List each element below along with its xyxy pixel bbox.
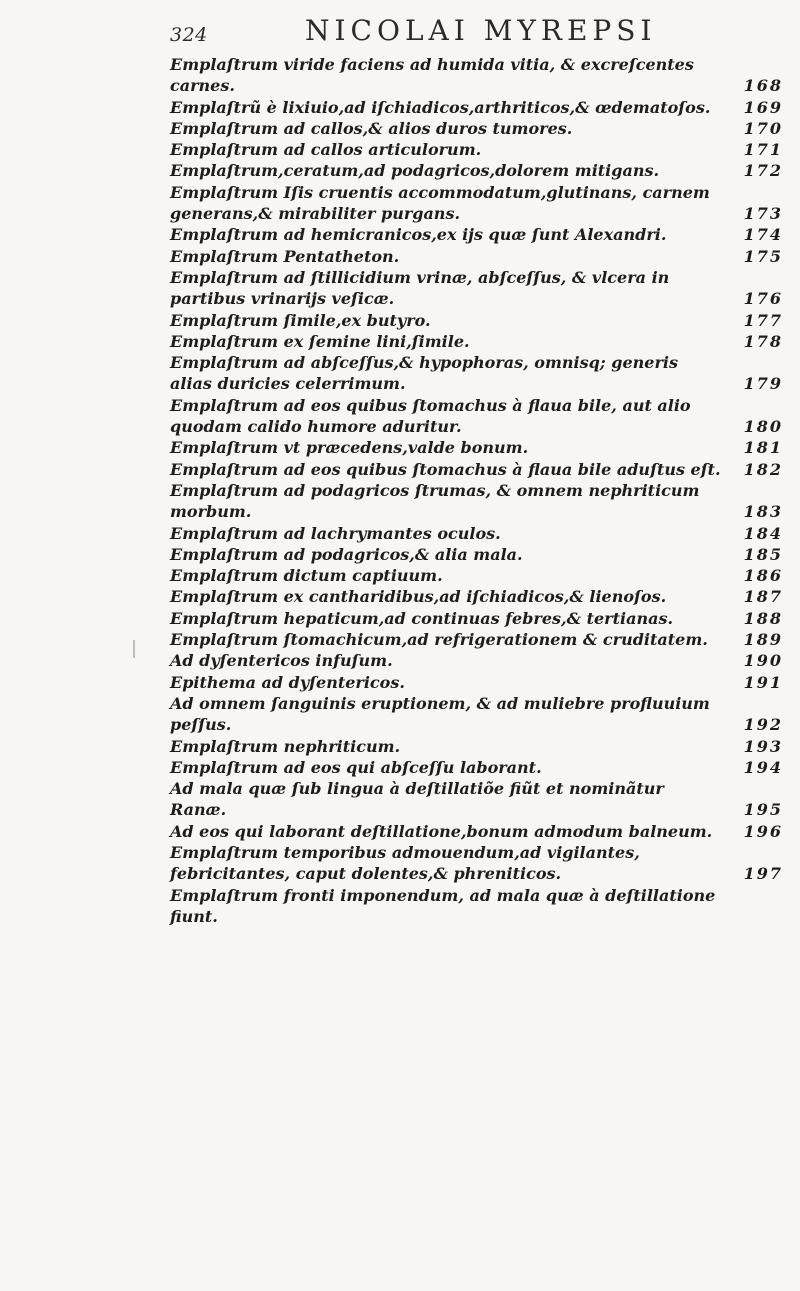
index-entry <box>170 267 795 310</box>
index-entry <box>170 395 795 438</box>
entry-text: Emplaſtrum ad eos qui abſceſſu laborant. <box>170 757 542 777</box>
entry-number: 179 <box>743 374 783 394</box>
entry-text: Emplaſtrum ad ſtillicidium vrinæ, abſceſſus, & vlcera in partibus vrinarijs veſicæ. <box>170 267 670 309</box>
index-entry <box>170 544 795 565</box>
index-list <box>170 54 795 927</box>
entry-number: 187 <box>743 587 783 607</box>
entry-number: 181 <box>743 438 783 458</box>
entry-number: 177 <box>743 310 783 330</box>
index-entry <box>170 885 795 928</box>
entry-text: Emplaſtrum ad eos quibus ſtomachus à flaua bile aduſtus eſt. <box>170 459 721 479</box>
index-entry <box>170 97 795 118</box>
index-entry <box>170 586 795 607</box>
index-entry <box>170 778 795 821</box>
index-entry <box>170 842 795 885</box>
index-entry <box>170 650 795 671</box>
index-entry <box>170 310 795 331</box>
entry-text: Emplaſtrum temporibus admouendum,ad vigilantes, febricitantes, caput dolentes,& phreniticos. <box>170 842 640 884</box>
entry-number: 183 <box>743 502 783 522</box>
entry-number: 195 <box>743 800 783 820</box>
entry-text: Emplaſtrum ad callos articulorum. <box>170 140 482 160</box>
index-entry <box>170 182 795 225</box>
margin-mark <box>133 640 135 658</box>
entry-number: 190 <box>743 651 783 671</box>
entry-number: 172 <box>743 161 783 181</box>
index-entry <box>170 118 795 139</box>
entry-number: 191 <box>743 672 783 692</box>
entry-number: 178 <box>743 331 783 351</box>
entry-number: 169 <box>743 97 783 117</box>
entry-number: 192 <box>743 715 783 735</box>
entry-number: 180 <box>743 417 783 437</box>
entry-text: Emplaſtrum ſimile,ex butyro. <box>170 310 431 330</box>
index-entry <box>170 459 795 480</box>
entry-number: 174 <box>743 225 783 245</box>
entry-text: Emplaſtrum ad podagricos,& alia mala. <box>170 544 523 564</box>
entry-text: Emplaſtrum fronti imponendum, ad mala quæ à deſtillatione fiunt. <box>170 885 716 926</box>
index-entry <box>170 160 795 181</box>
index-entry <box>170 629 795 650</box>
entry-number: 184 <box>743 523 783 543</box>
index-entry <box>170 757 795 778</box>
index-entry <box>170 672 795 693</box>
index-entry <box>170 693 795 736</box>
index-entry <box>170 565 795 586</box>
entry-text: Emplaſtrum Iſis cruentis accommodatum,glutinans, carnem generans,& mirabiliter purgans. <box>170 182 710 224</box>
entry-number: 175 <box>743 246 783 266</box>
page-header <box>170 14 730 48</box>
entry-number: 196 <box>743 821 783 841</box>
entry-text: Ad mala quæ ſub lingua à deſtillatiõe fiũt et nominãtur Ranæ. <box>170 779 664 820</box>
entry-text: Emplaſtrum viride faciens ad humida vitia, & excreſcentes carnes. <box>170 55 694 96</box>
index-entry <box>170 54 795 97</box>
entry-number: 189 <box>743 630 783 650</box>
page-number: 324 <box>170 24 208 46</box>
index-entry <box>170 821 795 842</box>
index-entry <box>170 523 795 544</box>
entry-text: Emplaſtrum ad abſceſſus,& hypophoras, omnisq; generis alias duricies celerrimum. <box>170 353 678 394</box>
running-title: NICOLAI MYREPSI <box>305 14 657 47</box>
entry-number: 186 <box>743 566 783 586</box>
entry-text: Emplaſtrum Pentatheton. <box>170 246 400 266</box>
entry-text: Emplaſtrum vt præcedens,valde bonum. <box>170 438 529 458</box>
entry-number: 171 <box>743 140 783 160</box>
entry-text: Emplaſtrum ad lachrymantes oculos. <box>170 523 501 543</box>
index-entry <box>170 437 795 458</box>
entry-text: Emplaſtrum ex cantharidibus,ad iſchiadicos,& lienoſos. <box>170 587 667 607</box>
entry-text: Emplaſtrum hepaticum,ad continuas febres,& tertianas. <box>170 608 674 628</box>
entry-text: Emplaſtrum ad podagricos ſtrumas, & omnem nephriticum morbum. <box>170 480 700 522</box>
index-entry <box>170 352 795 395</box>
index-entry <box>170 246 795 267</box>
index-entry <box>170 139 795 160</box>
entry-text: Emplaſtrum nephriticum. <box>170 736 401 756</box>
entry-text: Emplaſtrum ex ſemine lini,ſimile. <box>170 331 470 351</box>
entry-number: 173 <box>743 204 783 224</box>
index-entry <box>170 608 795 629</box>
entry-number: 194 <box>743 757 783 777</box>
entry-text: Emplaſtrũ è lixiuio,ad iſchiadicos,arthriticos,& œdematoſos. <box>170 97 711 117</box>
entry-number: 197 <box>743 864 783 884</box>
entry-text: Epithema ad dyſentericos. <box>170 672 405 692</box>
index-entry <box>170 224 795 245</box>
entry-text: Emplaſtrum dictum captiuum. <box>170 566 443 586</box>
index-entry <box>170 331 795 352</box>
entry-text: Emplaſtrum ad hemicranicos,ex ijs quæ ſunt Alexandri. <box>170 225 667 245</box>
entry-number: 193 <box>743 736 783 756</box>
entry-number: 182 <box>743 459 783 479</box>
index-entry <box>170 736 795 757</box>
entry-text: Emplaſtrum,ceratum,ad podagricos,dolorem mitigans. <box>170 161 660 181</box>
entry-text: Emplaſtrum ſtomachicum,ad refrigerationem & cruditatem. <box>170 630 708 650</box>
index-entry <box>170 480 795 523</box>
entry-text: Emplaſtrum ad eos quibus ſtomachus à flaua bile, aut alio quodam calido humore aduritur. <box>170 395 691 437</box>
entry-text: Emplaſtrum ad callos,& alios duros tumores. <box>170 118 573 138</box>
entry-text: Ad omnem ſanguinis eruptionem, & ad muliebre profluuium peſſus. <box>170 693 710 735</box>
entry-number: 176 <box>743 289 783 309</box>
entry-text: Ad dyſentericos infuſum. <box>170 651 393 671</box>
entry-number: 185 <box>743 544 783 564</box>
entry-number: 170 <box>743 118 783 138</box>
entry-number: 168 <box>743 76 783 96</box>
entry-text: Ad eos qui laborant deſtillatione,bonum admodum balneum. <box>170 821 713 841</box>
entry-number: 188 <box>743 608 783 628</box>
